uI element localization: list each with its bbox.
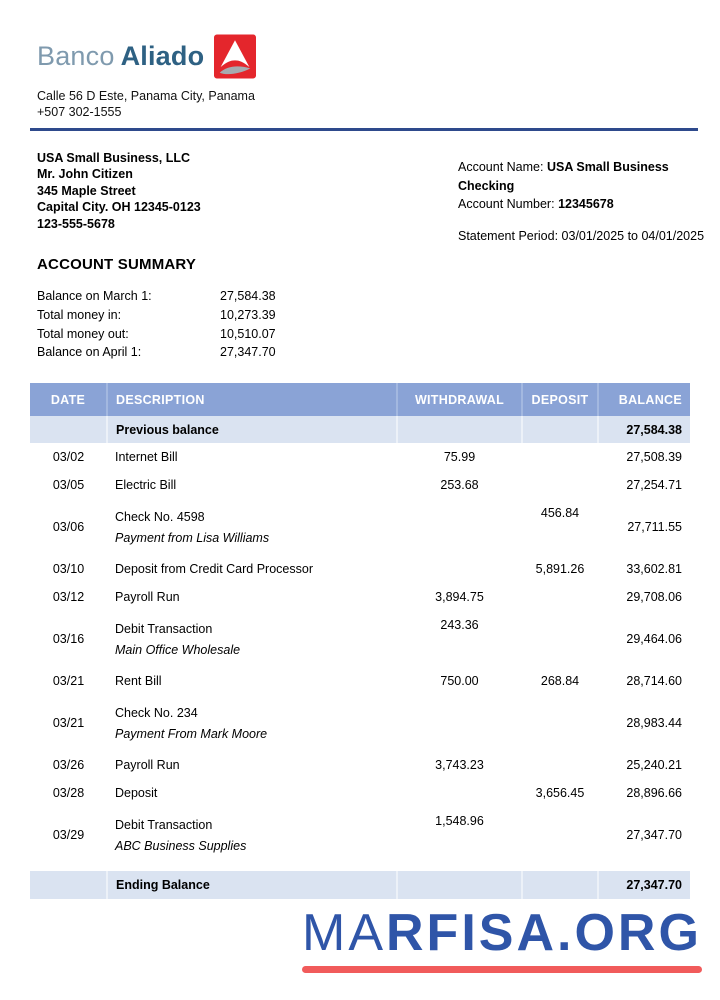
bank-name-light: Banco [37,41,115,71]
cell-description [107,499,397,555]
summary-value: 10,273.39 [220,307,276,322]
cell-withdrawal: 3,894.75 [435,590,484,604]
marfisa-logo-text [302,903,702,964]
cell-withdrawal: 1,548.96 [435,814,484,828]
description-line1: Internet Bill [115,450,178,464]
marfisa-logo [302,903,702,973]
account-number-label: Account Number: [458,197,555,211]
table-row [30,443,690,471]
cell-date: 03/16 [52,632,85,646]
cell-description [107,751,397,779]
cell-withdrawal [397,555,522,583]
cell-date: 03/28 [52,786,85,800]
statement-period-line [458,227,720,246]
cell-withdrawal: 3,743.23 [435,758,484,772]
description-line1: Debit Transaction [115,621,213,636]
statement-period-value: 03/01/2025 to 04/01/2025 [561,228,705,243]
description-line2: Payment From Mark Moore [115,726,268,741]
summary-label: Total money out: [37,326,129,341]
cell-description [107,555,397,583]
cell-date: 03/26 [52,758,85,772]
cell-deposit: 5,891.26 [535,562,585,576]
bank-name [37,41,204,72]
cell-description [107,779,397,807]
cell-deposit [522,867,598,899]
cell-description [107,471,397,499]
cell-description [107,807,397,867]
cell-description [107,443,397,471]
cell-deposit [522,416,598,443]
account-summary-title: ACCOUNT SUMMARY [37,256,197,273]
bank-name-bold: Aliado [120,41,205,71]
table-row [30,471,690,499]
cell-withdrawal [397,499,522,555]
account-number-line [458,195,720,214]
account-name-label: Account Name: [458,160,544,174]
cell-description [107,695,397,751]
account-info-block [458,158,720,245]
account-name-value: USA Small Business Checking [458,160,669,193]
header-row [30,383,690,416]
table-row [30,583,690,611]
previous-balance-value: 27,584.38 [598,416,690,443]
ending-balance-value: 27,347.70 [598,867,690,899]
cell-balance: 29,708.06 [626,590,682,604]
bank-address-line1: Calle 56 D Este, Panama City, Panama [37,89,255,103]
cell-balance: 25,240.21 [626,758,682,772]
description-line1: Payroll Run [115,590,180,604]
summary-row [37,325,357,344]
previous-balance-row [30,416,690,443]
customer-company: USA Small Business, LLC [37,151,191,165]
description-line2: ABC Business Supplies [115,838,247,853]
cell-balance: 28,896.66 [626,786,682,800]
header-balance: BALANCE [598,383,690,416]
cell-balance: 33,602.81 [626,562,682,576]
summary-value: 27,347.70 [220,345,276,360]
bank-logo [37,34,256,79]
cell-deposit [522,443,598,471]
customer-phone: 123-555-5678 [37,216,115,231]
cell-withdrawal [397,867,522,899]
header-withdrawal: WITHDRAWAL [397,383,522,416]
cell-withdrawal: 253.68 [440,478,479,492]
description-line1: Debit Transaction [115,817,213,832]
cell-balance: 28,714.60 [626,674,682,688]
statement-period-label: Statement Period: [458,228,559,243]
cell-date: 03/10 [52,562,85,576]
summary-label: Balance on March 1: [37,289,152,303]
description-line1: Electric Bill [115,478,177,492]
table-row [30,667,690,695]
header-date: DATE [30,383,107,416]
bank-address [37,88,255,120]
summary-label: Balance on April 1: [37,345,142,360]
previous-balance-label: Previous balance [107,416,397,443]
cell-date: 03/29 [52,828,85,842]
cell-balance: 27,711.55 [627,520,682,534]
header-description: DESCRIPTION [107,383,397,416]
cell-deposit [522,611,598,667]
description-line1: Check No. 4598 [115,509,205,524]
description-line1: Rent Bill [115,674,162,688]
table-row [30,807,690,867]
cell-date [30,867,107,899]
cell-withdrawal [397,779,522,807]
customer-city: Capital City. OH 12345-0123 [37,200,201,215]
cell-deposit [522,807,598,867]
marfisa-logo-light: MA [302,904,386,962]
transactions-header [30,383,690,416]
transactions-body [30,416,690,899]
cell-balance: 27,254.71 [626,478,682,492]
table-row [30,695,690,751]
summary-row [37,287,357,306]
header-deposit: DEPOSIT [522,383,598,416]
cell-description [107,611,397,667]
summary-value: 10,510.07 [220,326,276,341]
cell-description [107,667,397,695]
cell-withdrawal: 243.36 [440,618,479,632]
account-name-line [458,158,720,195]
cell-balance: 29,464.06 [626,632,682,646]
header-divider [30,128,698,131]
cell-date: 03/12 [52,590,85,604]
cell-deposit: 268.84 [540,674,580,688]
cell-deposit [522,695,598,751]
cell-withdrawal: 750.00 [440,674,479,688]
table-row [30,751,690,779]
table-row [30,611,690,667]
summary-row [37,306,357,325]
account-summary-rows [37,287,357,362]
transactions-table [30,383,690,899]
cell-deposit [522,471,598,499]
cell-deposit: 456.84 [540,506,580,520]
cell-date: 03/06 [52,520,85,534]
table-row [30,555,690,583]
customer-name: Mr. John Citizen [37,167,133,182]
cell-date: 03/02 [52,450,85,464]
description-line1: Payroll Run [115,758,180,772]
cell-deposit [522,583,598,611]
table-row [30,779,690,807]
description-line2: Payment from Lisa Williams [115,530,270,545]
cell-date: 03/21 [52,716,85,730]
ending-balance-row [30,867,690,899]
cell-description [107,583,397,611]
cell-balance: 28,983.44 [626,716,682,730]
customer-address-block [37,150,201,232]
cell-withdrawal [397,695,522,751]
table-row [30,499,690,555]
description-line1: Deposit from Credit Card Processor [115,562,313,576]
cell-deposit: 3,656.45 [535,786,585,800]
description-line2: Main Office Wholesale [115,642,241,657]
marfisa-logo-bold: RFISA.ORG [386,904,702,962]
description-line1: Deposit [115,786,158,800]
cell-withdrawal [397,416,522,443]
summary-label: Total money in: [37,307,122,322]
cell-date: 03/21 [52,674,85,688]
summary-value: 27,584.38 [220,289,276,303]
cell-balance: 27,508.39 [626,450,682,464]
cell-deposit [522,751,598,779]
cell-date [30,416,107,443]
summary-row [37,343,357,362]
cell-date: 03/05 [52,478,85,492]
account-number-value: 12345678 [558,197,614,211]
cell-balance: 27,347.70 [626,828,682,842]
description-line1: Check No. 234 [115,705,198,720]
bank-phone: +507 302-1555 [37,105,122,119]
marfisa-logo-underline [302,966,702,973]
cell-withdrawal: 75.99 [443,450,476,464]
ending-balance-label: Ending Balance [107,867,397,899]
customer-street: 345 Maple Street [37,183,136,198]
banco-aliado-logo-icon [214,34,256,79]
